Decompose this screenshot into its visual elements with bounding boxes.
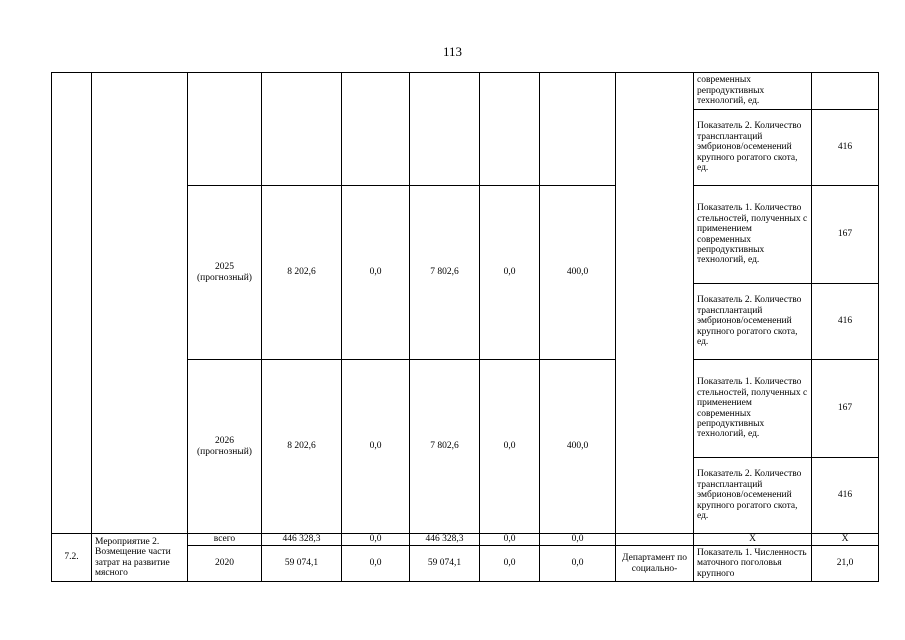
year-cell bbox=[188, 360, 262, 534]
year-note: (прогнозный) bbox=[197, 272, 252, 283]
cell-v3-cont bbox=[410, 73, 480, 186]
value-other: 0,0 bbox=[540, 546, 616, 582]
indicator-value: Х bbox=[812, 534, 879, 546]
indicator-text: Показатель 2. Количество трансплантаций эмбрионов/осеменений крупного рогатого скота, ед. bbox=[694, 458, 812, 534]
value-other: 0,0 bbox=[540, 534, 616, 546]
value-regional: 7 802,6 bbox=[410, 186, 480, 360]
executor: Департамент по социально- bbox=[616, 546, 694, 582]
year-note: (прогнозный) bbox=[197, 446, 252, 457]
indicator-value: 21,0 bbox=[812, 546, 879, 582]
cell-name-cont bbox=[92, 73, 188, 534]
value-other: 400,0 bbox=[540, 360, 616, 534]
value-total: 8 202,6 bbox=[262, 360, 342, 534]
indicator-text: Показатель 1. Количество стельностей, полученных с применением современных репродуктивных технологий, ед. bbox=[694, 360, 812, 458]
value-local: 0,0 bbox=[480, 186, 540, 360]
indicator-value: 416 bbox=[812, 458, 879, 534]
year-cell bbox=[188, 186, 262, 360]
indicator-value: 167 bbox=[812, 186, 879, 284]
cell-year-cont bbox=[188, 73, 262, 186]
indicator-value: 416 bbox=[812, 284, 879, 360]
value-other: 400,0 bbox=[540, 186, 616, 360]
cell-v2-cont bbox=[342, 73, 410, 186]
cell-v4-cont bbox=[480, 73, 540, 186]
executor-cell bbox=[616, 534, 694, 546]
value-regional: 59 074,1 bbox=[410, 546, 480, 582]
value-regional: 446 328,3 bbox=[410, 534, 480, 546]
indicator-text: Показатель 1. Количество стельностей, полученных с применением современных репродуктивных технологий, ед. bbox=[694, 186, 812, 284]
value-local: 0,0 bbox=[480, 534, 540, 546]
cell-executor-cont bbox=[616, 73, 694, 534]
cell-v1-cont bbox=[262, 73, 342, 186]
page-number: 113 bbox=[442, 44, 463, 59]
year: 2020 bbox=[188, 546, 262, 582]
indicator-value bbox=[812, 73, 879, 110]
indicator-text: Показатель 2. Количество трансплантаций эмбрионов/осеменений крупного рогатого скота, ед. bbox=[694, 110, 812, 186]
value-federal: 0,0 bbox=[342, 360, 410, 534]
indicator-text: Показатель 1. Численность маточного поголовья крупного bbox=[694, 546, 812, 582]
cell-num-cont bbox=[52, 73, 92, 534]
item-number: 7.2. bbox=[52, 534, 92, 582]
indicator-value: 416 bbox=[812, 110, 879, 186]
table-row bbox=[52, 534, 879, 546]
item-name: Мероприятие 2. Возмещение части затрат на развитие мясного bbox=[92, 534, 188, 582]
value-local: 0,0 bbox=[480, 546, 540, 582]
value-federal: 0,0 bbox=[342, 186, 410, 360]
value-total: 446 328,3 bbox=[262, 534, 342, 546]
value-total: 59 074,1 bbox=[262, 546, 342, 582]
indicator-text: Х bbox=[694, 534, 812, 546]
value-federal: 0,0 bbox=[342, 534, 410, 546]
value-federal: 0,0 bbox=[342, 546, 410, 582]
cell-v5-cont bbox=[540, 73, 616, 186]
year: 2025 bbox=[215, 262, 234, 273]
program-table bbox=[51, 72, 879, 582]
value-regional: 7 802,6 bbox=[410, 360, 480, 534]
value-total: 8 202,6 bbox=[262, 186, 342, 360]
total-label: всего bbox=[188, 534, 262, 546]
year: 2026 bbox=[215, 436, 234, 447]
indicator-text: современных репродуктивных технологий, ед. bbox=[694, 73, 812, 110]
table-row bbox=[52, 73, 879, 110]
indicator-text: Показатель 2. Количество трансплантаций эмбрионов/осеменений крупного рогатого скота, ед. bbox=[694, 284, 812, 360]
value-local: 0,0 bbox=[480, 360, 540, 534]
indicator-value: 167 bbox=[812, 360, 879, 458]
